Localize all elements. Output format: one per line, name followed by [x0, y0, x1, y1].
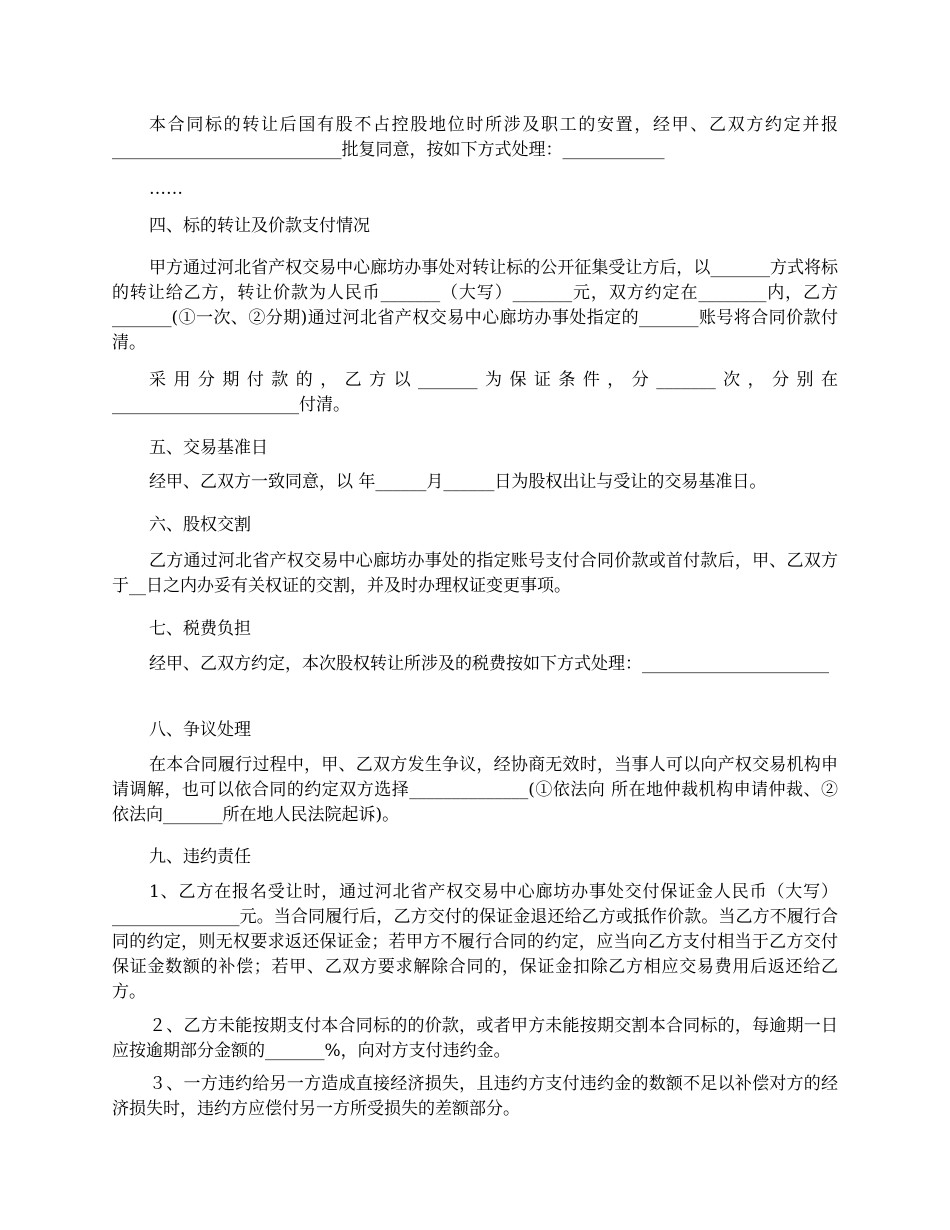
section-heading-4: 四、标的转让及价款支付情况 — [149, 216, 370, 236]
paragraph-deposit: 1、乙方在报名受让时，通过河北省产权交易中心廊坊办事处交付保证金人民币（大写）_______________元。当合同履行后，乙方交付的保证金退还给乙方或抵作价款。当乙方不履行合同的约定，则无权要求返还保证金；若甲方不履行合同的约定，应当向乙方支付相当于乙方交付保证金数额的补偿；若甲、乙双方要求解除合同的，保证金扣除乙方相应交易费用后返还给乙方。 — [112, 882, 838, 1002]
paragraph-damages: ３、一方违约给另一方造成直接经济损失，且违约方支付违约金的数额不足以补偿对方的经济损失时，违约方应偿付另一方所受损失的差额部分。 — [112, 1074, 838, 1119]
ellipsis: …… — [149, 179, 183, 199]
section-heading-5: 五、交易基准日 — [149, 438, 268, 458]
section-heading-9: 九、违约责任 — [149, 847, 251, 867]
paragraph-transfer-payment: 甲方通过河北省产权交易中心廊坊办事处对转让标的公开征集受让方后，以_______方式将标的转让给乙方，转让价款为人民币_______（大写）_______元，双方约定在________内，乙方_______(①一次、②分期)通过河北省产权交易中心廊坊办事处指定的_______账号将合同价款付清。 — [112, 258, 838, 353]
section-heading-7: 七、税费负担 — [149, 619, 251, 639]
paragraph-installment: 采用分期付款的，乙方以_______为保证条件，分_______次，分别在______________________付清。 — [112, 370, 838, 415]
paragraph-staff-placement: 本合同标的转让后国有股不占控股地位时所涉及职工的安置，经甲、乙双方约定并报___________________________批复同意，按如下方式处理：____________ — [112, 115, 838, 160]
paragraph-base-date: 经甲、乙双方一致同意，以 年______月______日为股权出让与受让的交易基准日。 — [149, 472, 767, 492]
paragraph-equity-delivery: 乙方通过河北省产权交易中心廊坊办事处的指定账号支付合同价款或首付款后，甲、乙双方于__日之内办妥有关权证的交割，并及时办理权证变更事项。 — [112, 551, 838, 596]
section-heading-8: 八、争议处理 — [149, 720, 251, 740]
paragraph-dispute: 在本合同履行过程中，甲、乙双方发生争议，经协商无效时，当事人可以向产权交易机构申请调解，也可以依合同的约定双方选择______________(①依法向 所在地仲裁机构申请仲裁、②依法向_______所在地人民法院起诉)。 — [112, 755, 838, 825]
paragraph-late-payment: ２、乙方未能按期支付本合同标的的价款，或者甲方未能按期交割本合同标的，每逾期一日应按逾期部分金额的_______%，向对方支付违约金。 — [112, 1016, 838, 1061]
section-heading-6: 六、股权交割 — [149, 515, 251, 535]
paragraph-taxes: 经甲、乙双方约定，本次股权转让所涉及的税费按如下方式处理：______________________ — [149, 654, 829, 674]
